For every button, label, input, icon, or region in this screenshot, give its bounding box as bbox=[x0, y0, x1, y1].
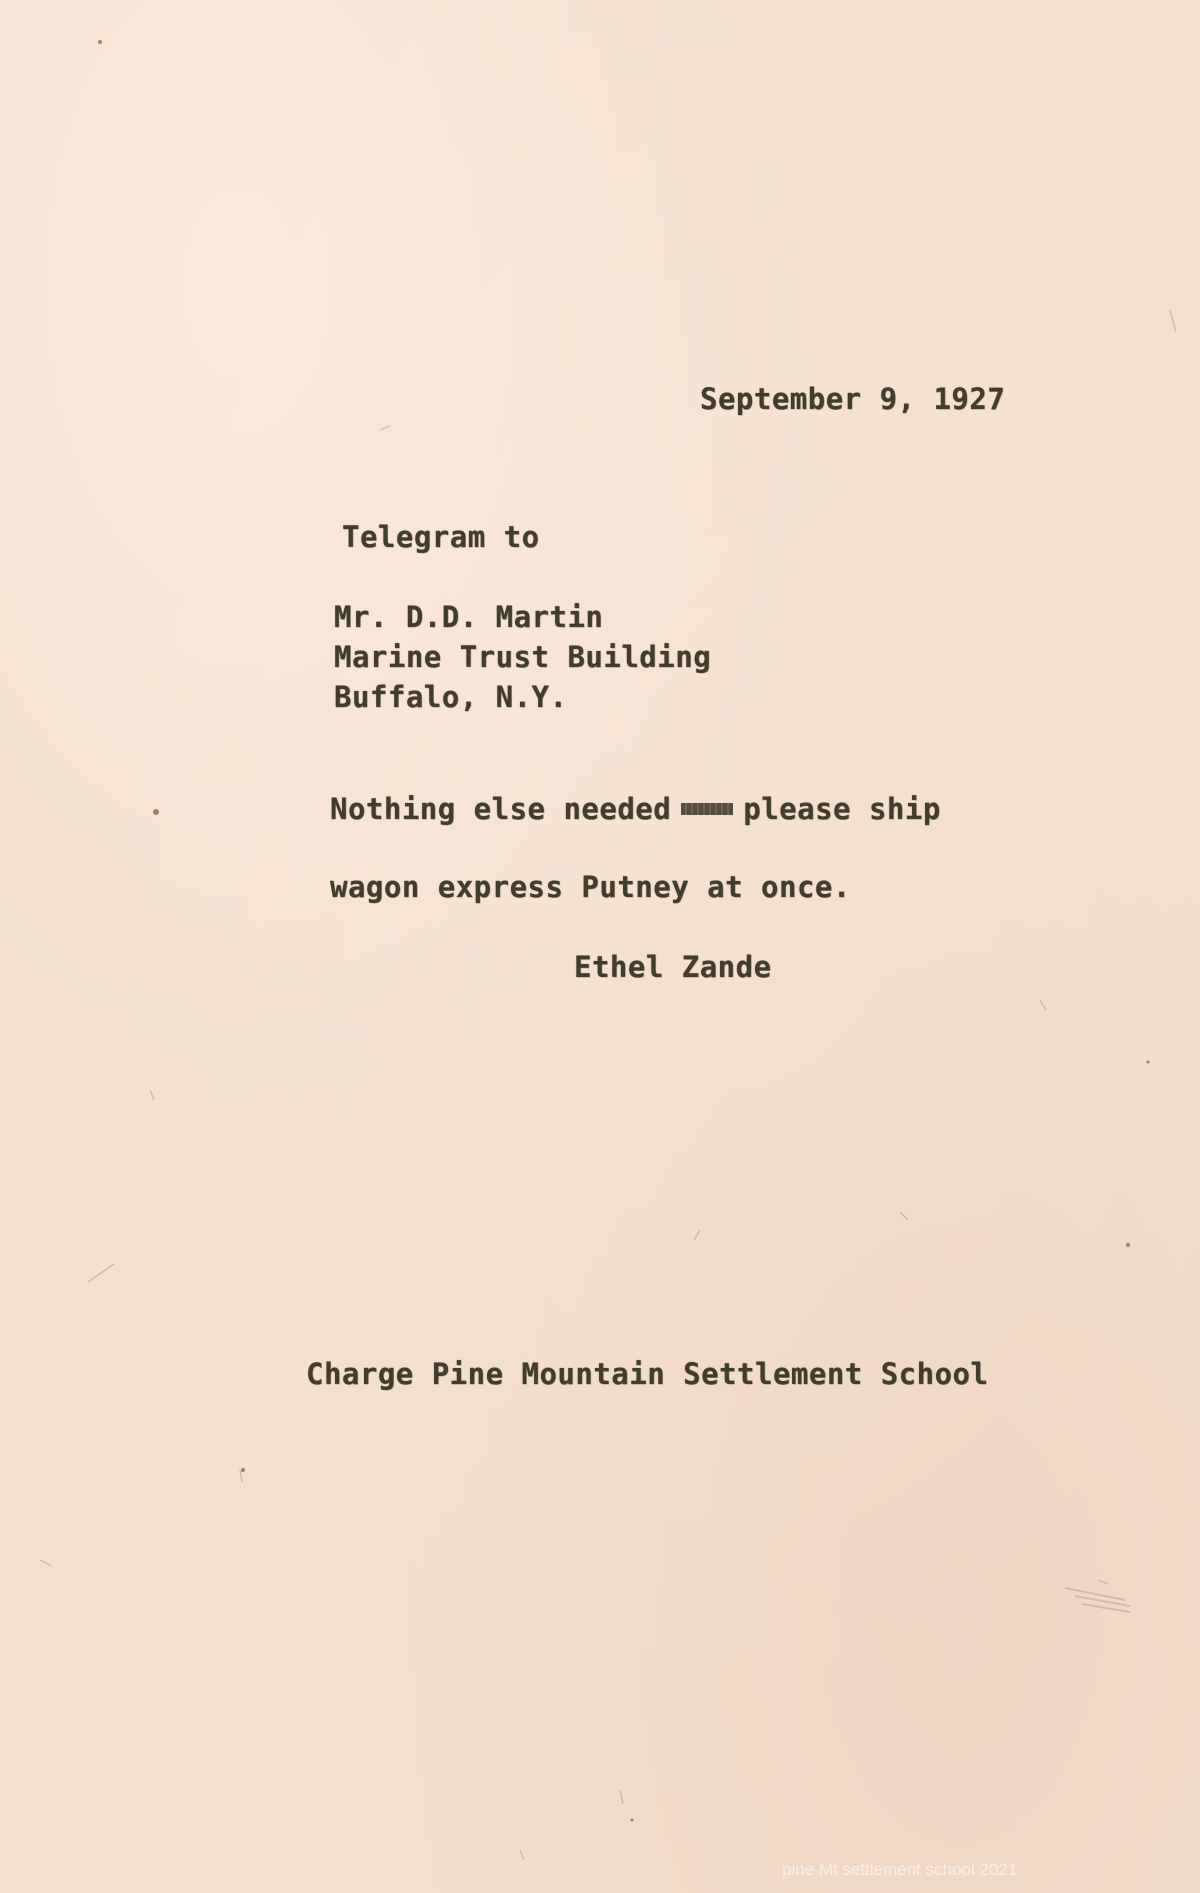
letter-date: September 9, 1927 bbox=[700, 382, 1006, 416]
strikeout-mark bbox=[681, 803, 733, 815]
watermark: pine Mt settlement school 2021 bbox=[782, 1860, 1018, 1879]
message-line-1-start: Nothing else needed bbox=[330, 792, 672, 826]
recipient-name: Mr. D.D. Martin bbox=[334, 600, 604, 634]
recipient-city: Buffalo, N.Y. bbox=[334, 680, 568, 714]
message-line-1 bbox=[330, 792, 941, 826]
billing-footer: Charge Pine Mountain Settlement School bbox=[306, 1357, 989, 1391]
recipient-building: Marine Trust Building bbox=[334, 640, 712, 674]
signature: Ethel Zande bbox=[574, 950, 772, 984]
telegram-heading: Telegram to bbox=[342, 520, 540, 554]
message-line-2: wagon express Putney at once. bbox=[330, 870, 851, 904]
message-line-1-end: please ship bbox=[743, 792, 941, 826]
